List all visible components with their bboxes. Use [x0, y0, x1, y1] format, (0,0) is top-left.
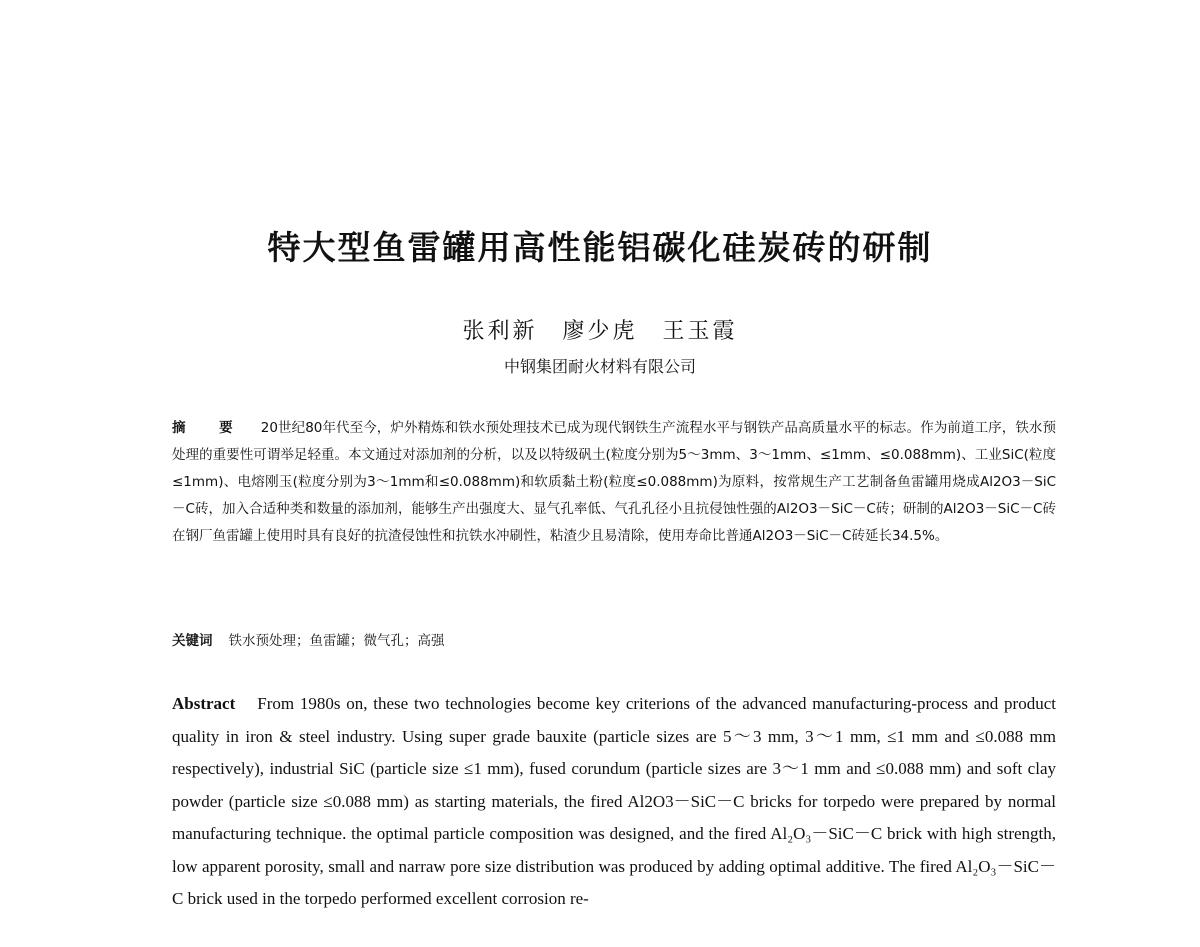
chinese-abstract-text: 20世纪80年代至今，炉外精炼和铁水预处理技术已成为现代钢铁生产流程水平与钢铁产品高质量水平的标志。作为前道工序，铁水预处理的重要性可谓举足轻重。本文通过对添加剂的分析，以及以特级矾土(粒度分别为5～3mm、3～1mm、≤1mm、≤0.088mm)、工业SiC(粒度≤1mm)、电熔刚玉(粒度分别为3～1mm和≤0.088mm)和软质黏土粉(粒度≤0.088mm)为原料，按常规生产工艺制备鱼雷罐用烧成Al2O3－SiC－C砖，加入合适种类和数量的添加剂，能够生产出强度大、显气孔率低、气孔孔径小且抗侵蚀性强的Al2O3－SiC－C砖；研制的Al2O3－SiC－C砖在钢厂鱼雷罐上使用时具有良好的抗渣侵蚀性和抗铁水冲刷性，粘渣少且易清除，使用寿命比普通Al2O3－SiC－C砖延长34.5%。: [172, 420, 1057, 544]
english-abstract-text: From 1980s on, these two technologies become key criterions of the advanced manufacturing-process and product quality in iron & steel industry. Using super grade bauxite (particle sizes are 5～3 mm, 3～1 mm, ≤1 mm and ≤0.088 mm respectively), industrial SiC (particle size ≤1 mm), fused corundum (particle sizes are 3～1 mm and ≤0.088 mm) and soft clay powder (particle size ≤0.088 mm) as starting materials, the fired Al2O3－SiC－C bricks for torpedo were prepared by normal manufacturing technique. the optimal particle composition was designed, and the fired Al₂O₃－SiC－C brick with high strength, low apparent porosity, small and narraw pore size distribution was produced by adding optimal additive. The fired Al₂O₃－SiC－C brick used in the torpedo performed excellent corrosion re-: [172, 694, 1056, 908]
chinese-keywords: [172, 628, 1056, 655]
english-abstract: [172, 688, 1056, 916]
author-affiliation: 中钢集团耐火材料有限公司: [503, 357, 696, 376]
author-list: 张利新 廖少虎 王玉霞: [462, 319, 738, 344]
chinese-keywords-text: 铁水预处理；鱼雷罐；微气孔；高强: [228, 633, 445, 649]
chinese-abstract: [172, 415, 1056, 550]
chinese-keywords-label: 关键词: [172, 633, 213, 649]
english-abstract-label: Abstract: [172, 694, 236, 713]
chinese-abstract-label: 摘 要: [172, 420, 243, 436]
paper-title: 特大型鱼雷罐用高性能铝碳化硅炭砖的研制: [267, 228, 933, 267]
